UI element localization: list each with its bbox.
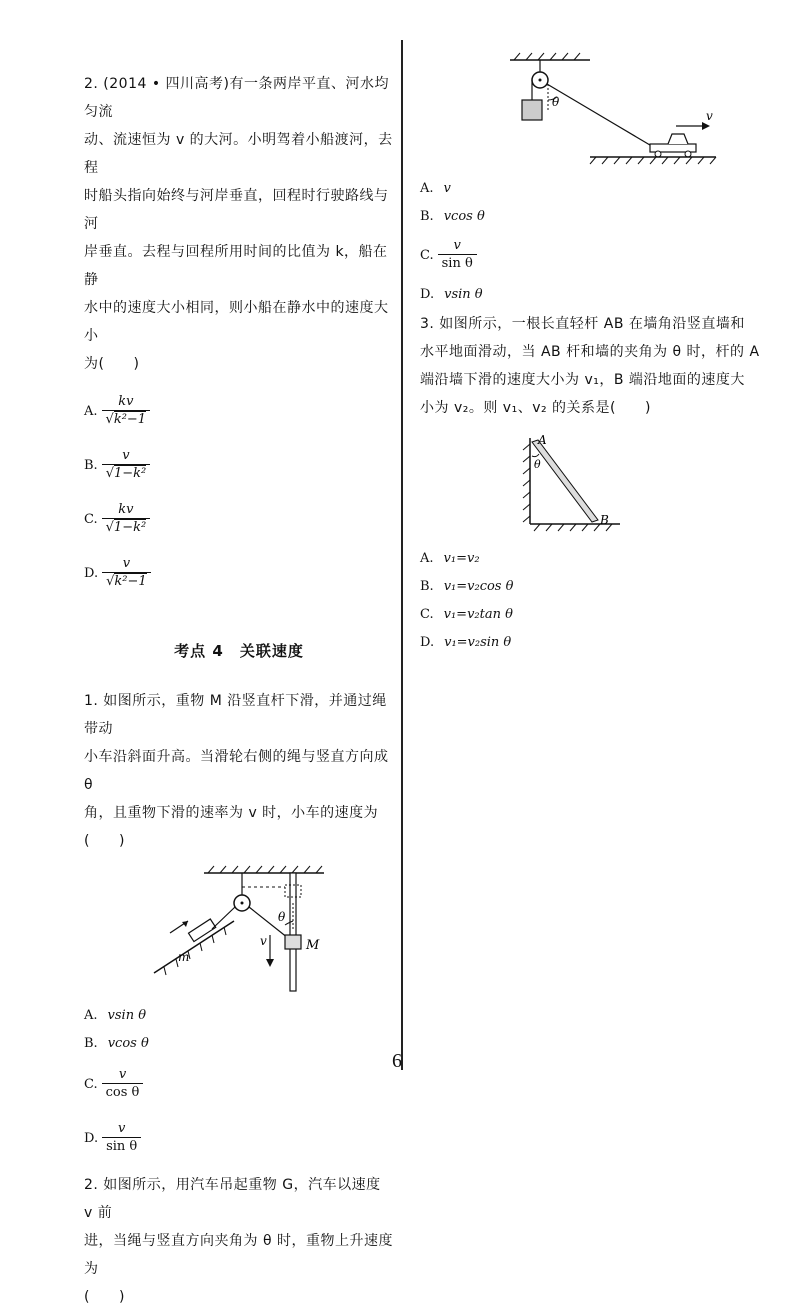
question-line: 小车沿斜面升高。当滑轮右侧的绳与竖直方向成 θ xyxy=(84,749,389,793)
fraction-numerator: v xyxy=(118,1066,127,1082)
option-text: vsin θ xyxy=(444,286,483,302)
option-letter: C. xyxy=(420,247,434,263)
theta-label: θ xyxy=(552,95,560,109)
option-b[interactable] xyxy=(420,202,780,230)
option-fraction xyxy=(102,1121,141,1156)
option-c[interactable] xyxy=(84,1057,394,1111)
option-text: v₁=v₂sin θ xyxy=(444,634,512,650)
theta-label: θ xyxy=(278,910,286,924)
incline-surface xyxy=(154,921,234,973)
theta-label: θ xyxy=(534,458,541,471)
option-letter: D. xyxy=(84,565,99,581)
option-text: vsin θ xyxy=(107,1007,147,1023)
label-v: v xyxy=(706,109,713,123)
option-text: v₁=v₂tan θ xyxy=(443,606,513,622)
option-d[interactable] xyxy=(84,1111,394,1165)
option-c[interactable] xyxy=(420,600,780,628)
fraction-numerator: v xyxy=(118,1120,126,1136)
option-fraction xyxy=(102,1067,144,1102)
option-text: vcos θ xyxy=(107,1035,149,1051)
option-text: vcos θ xyxy=(443,208,485,224)
car-cabin xyxy=(668,134,688,144)
question-line: 角，且重物下滑的速率为 v 时，小车的速度为( ) xyxy=(84,805,379,849)
question-line: 水平地面滑动，当 AB 杆和墙的夹角为 θ 时，杆的 A xyxy=(420,344,760,360)
option-letter: B. xyxy=(420,578,434,594)
car-wheel-rear xyxy=(655,151,661,157)
option-c[interactable] xyxy=(420,230,780,280)
label-A: A xyxy=(538,433,547,447)
question-line: 水中的速度大小相同，则小船在静水中的速度大小 xyxy=(84,300,389,344)
left-column xyxy=(84,70,394,1311)
fraction-denominator: cos θ xyxy=(102,1083,144,1102)
fraction-numerator: kv xyxy=(118,393,134,409)
ground-hatch xyxy=(590,157,716,164)
fraction-denominator: √k²−1 xyxy=(102,572,151,591)
rope-to-car xyxy=(547,84,655,148)
question-line: 3. 如图所示，一根长直轻杆 AB 在墙角沿竖直墙和 xyxy=(420,316,745,332)
option-letter: D. xyxy=(84,1130,99,1146)
fraction-numerator: v xyxy=(122,447,130,463)
sliding-rod-figure xyxy=(510,432,710,532)
vertical-rod xyxy=(290,873,296,991)
pulley-axle xyxy=(241,902,244,905)
option-b[interactable] xyxy=(84,438,394,492)
option-d[interactable] xyxy=(420,628,780,656)
option-letter: C. xyxy=(84,511,98,527)
sqrt-radicand: 1−k² xyxy=(113,519,147,535)
option-d[interactable] xyxy=(420,280,780,308)
option-fraction xyxy=(102,394,151,429)
sqrt-radicand: k²−1 xyxy=(113,411,147,427)
option-letter: A. xyxy=(420,180,434,196)
option-a[interactable] xyxy=(420,544,780,572)
right-column xyxy=(420,40,780,656)
question-line: 端沿墙下滑的速度大小为 v₁，B 端沿地面的速度大 xyxy=(420,372,745,388)
rope-left xyxy=(212,907,235,929)
wall-hatch xyxy=(523,444,530,522)
fraction-denominator: √1−k² xyxy=(102,464,151,483)
option-letter: B. xyxy=(84,1035,98,1051)
block-m-heavy xyxy=(285,935,301,949)
option-letter: C. xyxy=(420,606,434,622)
option-a[interactable] xyxy=(84,384,394,438)
option-letter: B. xyxy=(84,457,98,473)
label-v: v xyxy=(260,934,267,948)
question-line: 进，当绳与竖直方向夹角为 θ 时，重物上升速度为 xyxy=(84,1233,393,1277)
option-fraction xyxy=(102,556,151,591)
section-heading: 考点 4 关联速度 xyxy=(174,642,304,660)
question-line: 时船头指向始终与河岸垂直，回程时行驶路线与河 xyxy=(84,188,389,232)
fraction-denominator: sin θ xyxy=(102,1137,141,1156)
option-letter: D. xyxy=(420,634,435,650)
column-divider xyxy=(401,40,403,1070)
velocity-arrow-head xyxy=(266,959,274,967)
option-b[interactable] xyxy=(84,1029,394,1057)
label-m: m xyxy=(178,950,190,964)
option-text: v₁=v₂ xyxy=(443,550,480,566)
label-B: B xyxy=(600,513,609,527)
label-M: M xyxy=(306,938,320,953)
rod-ab xyxy=(532,440,598,522)
question-line: 2. 如图所示，用汽车吊起重物 G，汽车以速度 v 前 xyxy=(84,1177,381,1221)
car-wheel-front xyxy=(685,151,691,157)
option-text: v₁=v₂cos θ xyxy=(443,578,514,594)
question-3-rod xyxy=(420,310,780,656)
option-letter: A. xyxy=(84,403,98,419)
question-2-river xyxy=(84,70,394,600)
fraction-numerator: v xyxy=(122,555,131,571)
car-crane-figure xyxy=(480,40,720,170)
sqrt-radicand: 1−k² xyxy=(113,465,147,481)
pulley-incline-figure xyxy=(84,863,394,993)
car-velocity-arrow-head xyxy=(702,122,710,130)
question-line: ( ) xyxy=(84,1289,125,1305)
ceiling-hatch xyxy=(208,866,322,873)
option-a[interactable] xyxy=(420,174,780,202)
option-a[interactable] xyxy=(84,1001,394,1029)
option-c[interactable] xyxy=(84,492,394,546)
sqrt-radicand: k²−1 xyxy=(114,573,147,589)
option-d[interactable] xyxy=(84,546,394,600)
question-line: 1. 如图所示，重物 M 沿竖直杆下滑，并通过绳带动 xyxy=(84,693,387,737)
option-fraction xyxy=(102,448,151,483)
fraction-denominator: √k²−1 xyxy=(102,410,151,429)
option-text: v xyxy=(443,180,451,196)
question-1-pulley xyxy=(84,687,394,1165)
fraction-denominator: √1−k² xyxy=(102,518,151,537)
option-b[interactable] xyxy=(420,572,780,600)
option-fraction xyxy=(102,502,151,537)
option-letter: C. xyxy=(84,1076,98,1092)
pulley-axle xyxy=(539,79,542,82)
small-cart xyxy=(188,919,215,942)
option-letter: B. xyxy=(420,208,434,224)
question-line: 动、流速恒为 v 的大河。小明驾着小船渡河，去程 xyxy=(84,132,393,176)
ceiling-hatch xyxy=(514,53,580,60)
fraction-denominator: sin θ xyxy=(438,254,477,273)
question-2-car-crane xyxy=(84,1171,394,1311)
theta-arc xyxy=(532,454,539,457)
page-number: 6 xyxy=(392,1050,402,1072)
fraction-numerator: kv xyxy=(118,501,134,517)
question-line: 岸垂直。去程与回程所用时间的比值为 k，船在静 xyxy=(84,244,388,288)
option-letter: D. xyxy=(420,286,435,302)
question-line: 为( ) xyxy=(84,356,140,372)
fraction-numerator: v xyxy=(453,237,461,253)
weight-g-block xyxy=(522,100,542,120)
question-line: 2. (2014 • 四川高考)有一条两岸平直、河水均匀流 xyxy=(84,76,390,120)
option-letter: A. xyxy=(420,550,434,566)
option-letter: A. xyxy=(84,1007,98,1023)
option-fraction xyxy=(438,238,477,273)
question-line: 小为 v₂。则 v₁、v₂ 的关系是( ) xyxy=(420,400,651,416)
